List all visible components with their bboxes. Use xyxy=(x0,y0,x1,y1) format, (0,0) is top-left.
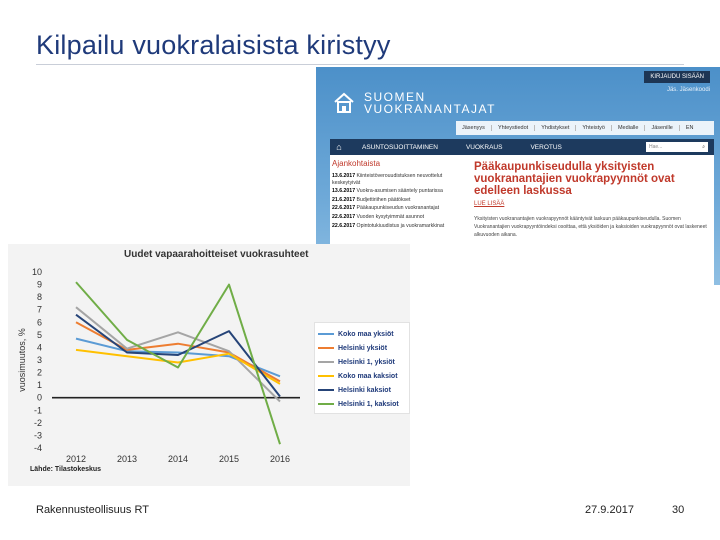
legend-item xyxy=(318,397,406,411)
website-news-item xyxy=(332,223,462,230)
website-news-list xyxy=(332,159,462,231)
footer-date: 27.9.2017 xyxy=(585,504,634,516)
website-news-title: Ajankohtaista xyxy=(332,159,381,168)
news-date: 22.6.2017 xyxy=(332,205,356,212)
y-tick-label: 4 xyxy=(36,342,42,353)
news-date: 22.6.2017 xyxy=(332,222,356,229)
website-login-button: KIRJAUDU SISÄÄN xyxy=(644,71,710,83)
y-axis-label: vuosimuutos, % xyxy=(17,328,27,392)
x-tick-label: 2016 xyxy=(269,454,291,464)
legend-item xyxy=(318,383,406,397)
website-news-item xyxy=(332,197,462,204)
news-text: Vuoden kysytyimmät asunnot xyxy=(356,213,425,220)
title-rule xyxy=(36,64,684,65)
website-menu-item: Medialle xyxy=(612,125,645,131)
y-tick-label: 1 xyxy=(36,380,42,391)
y-tick-label: 9 xyxy=(36,279,42,290)
chart-legend xyxy=(314,322,410,414)
news-date: 13.6.2017 xyxy=(332,173,356,179)
website-menu-item: Yhdistykset xyxy=(535,125,576,131)
website-menu-item: Jäsenyys xyxy=(456,125,492,131)
news-text: Pääkaupunkiseudun vuokranantajat xyxy=(356,205,440,212)
website-search-field xyxy=(646,142,708,152)
website-nav-item: ASUNTOSIJOITTAMINEN xyxy=(362,143,438,151)
legend-label: Koko maa kaksiot xyxy=(338,372,398,380)
chart-title: Uudet vapaarahoitteiset vuokrasuhteet xyxy=(124,249,309,260)
news-date: 22.6.2017 xyxy=(332,213,356,220)
website-search-placeholder: Hae... xyxy=(649,144,663,150)
website-code-link: Jäs. Jäsenkoodi xyxy=(666,87,710,93)
website-article-title: Pääkaupunkiseudulla yksityisten vuokranantajien vuokrapyynnöt ovat edelleen laskussa xyxy=(474,161,675,197)
x-tick-label: 2015 xyxy=(218,454,240,464)
house-logo-icon xyxy=(332,91,356,115)
website-article-text: Yksityisten vuokranantajien vuokrapyynnöt kääntyivät laskuun pääkaupunkiseudulla. Suomen Vuokranantajien vuokrapyyntöindeksi osoittaa, että yksiöiden ja kaksioiden vuokrapyynnöt ovat laskeneet alkuvuoden aikana. xyxy=(474,216,707,238)
legend-swatch xyxy=(318,333,334,335)
website-menu-item: Yhteistyö xyxy=(576,125,612,131)
y-tick-label: -2 xyxy=(33,417,42,428)
website-news-item xyxy=(332,173,462,186)
x-tick-label: 2012 xyxy=(65,454,87,464)
news-date: 13.6.2017 xyxy=(332,188,356,195)
series-line xyxy=(76,315,280,397)
website-nav-item: VEROTUS xyxy=(530,143,562,151)
website-article-link: LUE LISÄÄ xyxy=(474,201,505,207)
website-logo xyxy=(332,91,496,115)
y-tick-label: 3 xyxy=(36,355,42,365)
legend-swatch xyxy=(318,347,334,349)
website-article xyxy=(474,161,710,239)
news-text: Vuokra-asumisen sääntely puntarissa xyxy=(356,188,443,195)
chart-source: Lähde: Tilastokeskus xyxy=(30,466,102,473)
y-tick-label: 2 xyxy=(36,367,42,378)
website-logo-line2: VUOKRANANTAJAT xyxy=(364,102,496,116)
slide-title: Kilpailu vuokralaisista kiristyy xyxy=(36,30,391,60)
legend-label: Helsinki kaksiot xyxy=(338,386,391,394)
legend-label: Helsinki yksiöt xyxy=(338,344,388,352)
website-menu-item: Jäsenille xyxy=(645,125,679,131)
legend-swatch xyxy=(318,403,334,405)
y-tick-label: 5 xyxy=(36,329,42,340)
legend-item xyxy=(318,327,406,341)
search-icon: ⌕ xyxy=(702,144,705,150)
x-tick-label: 2013 xyxy=(116,454,138,464)
footer-organization: Rakennusteollisuus RT xyxy=(36,504,149,516)
news-text: Budjettiriihen päätökset xyxy=(356,196,411,203)
y-tick-label: -1 xyxy=(33,405,42,416)
legend-item xyxy=(318,355,406,369)
legend-label: Helsinki 1, kaksiot xyxy=(338,400,399,408)
legend-label: Helsinki 1, yksiöt xyxy=(338,358,395,366)
y-tick-label: -3 xyxy=(33,430,42,441)
website-news-item xyxy=(332,205,462,212)
y-tick-label: 0 xyxy=(36,392,42,403)
home-icon: ⌂ xyxy=(336,142,342,152)
website-nav-item: VUOKRAUS xyxy=(465,143,503,151)
website-menu-item: EN xyxy=(685,125,694,131)
website-nav xyxy=(330,139,714,155)
y-tick-label: 7 xyxy=(36,304,42,315)
news-date: 21.6.2017 xyxy=(332,196,356,203)
legend-swatch xyxy=(318,361,334,363)
website-logo-line1: SUOMEN xyxy=(364,90,426,104)
website-news-item xyxy=(332,214,462,221)
y-tick-label: 6 xyxy=(36,317,42,328)
chart-panel xyxy=(8,244,410,486)
news-text: Opintotukiuudistus ja vuokramarkkinat xyxy=(356,222,445,229)
legend-label: Koko maa yksiöt xyxy=(338,330,394,338)
news-text: Kiinteistöverouudistuksen neuvottelut keskeytyivät xyxy=(332,173,443,186)
y-tick-label: 10 xyxy=(31,267,42,277)
legend-item xyxy=(318,369,406,383)
website-menu xyxy=(456,121,714,135)
y-tick-label: -4 xyxy=(33,443,42,453)
y-tick-label: 8 xyxy=(36,292,42,303)
website-news-item xyxy=(332,188,462,195)
legend-item xyxy=(318,341,406,355)
website-menu-item: Yhteystiedot xyxy=(492,125,535,131)
website-topbar xyxy=(644,71,710,93)
page-number: 30 xyxy=(672,504,685,516)
x-tick-label: 2014 xyxy=(167,454,189,464)
legend-swatch xyxy=(318,389,334,391)
legend-swatch xyxy=(318,375,334,377)
